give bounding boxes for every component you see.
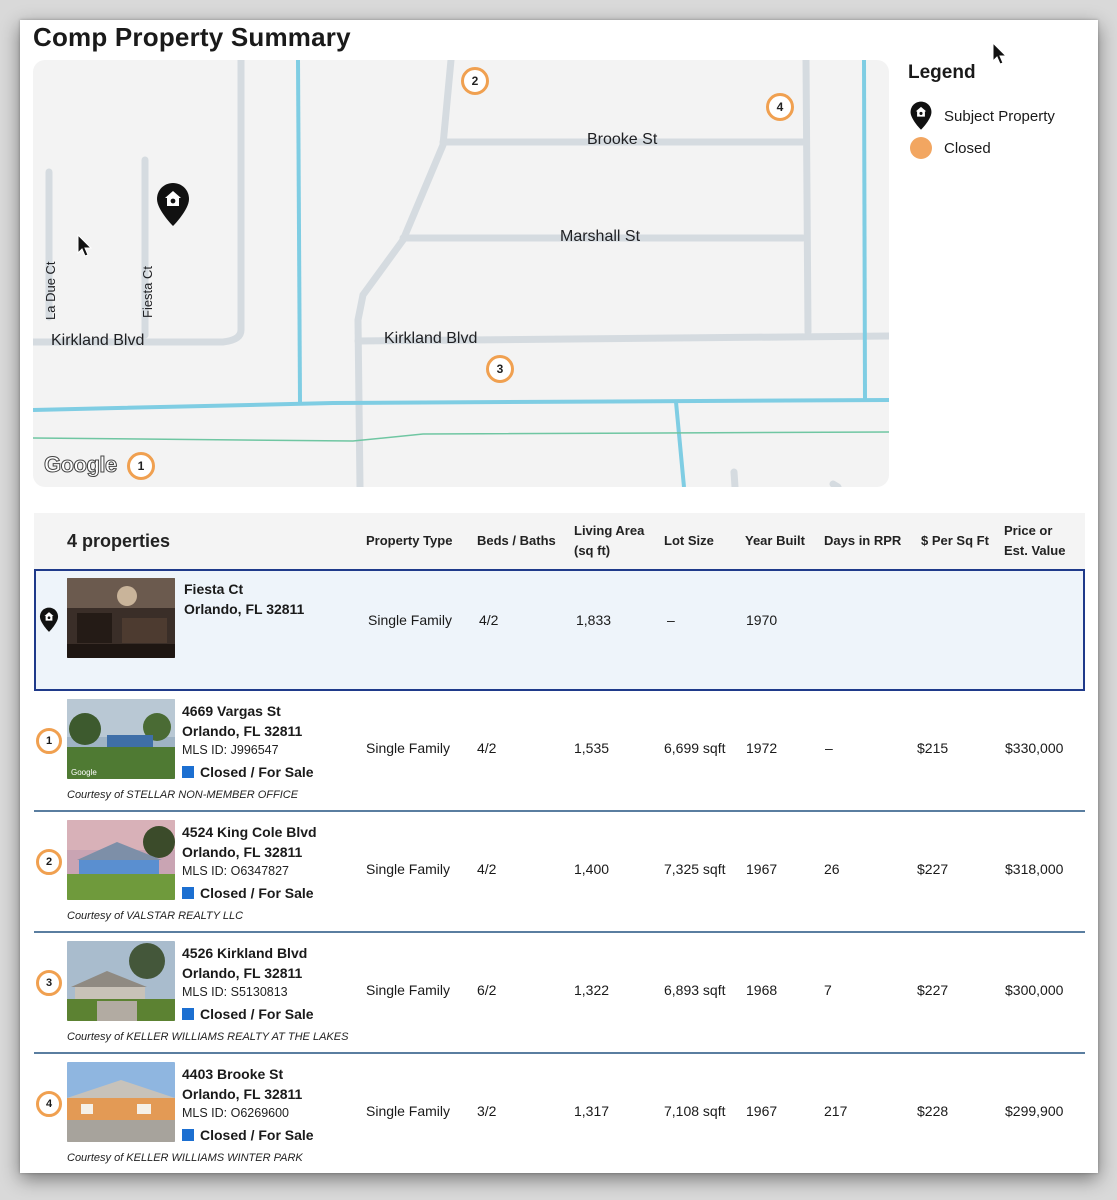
status-square-icon — [182, 1008, 194, 1020]
comps-table — [34, 513, 1085, 1173]
status-label: Closed / For Sale — [200, 1127, 314, 1143]
subject-pin-icon[interactable] — [156, 182, 190, 228]
legend-item-closed — [908, 132, 1088, 164]
header-year-built[interactable]: Year Built — [745, 533, 805, 548]
highway-south — [676, 402, 684, 487]
street-label-brooke: Brooke St — [587, 131, 658, 148]
status-square-icon — [182, 887, 194, 899]
road-east-connector — [806, 60, 808, 332]
cell-living-area: 1,322 — [574, 982, 610, 998]
legend-item-subject — [908, 100, 1088, 132]
address-city: Orlando, FL 32811 — [184, 601, 305, 617]
header-beds-baths[interactable]: Beds / Baths — [477, 533, 556, 548]
subject-address — [184, 579, 304, 619]
status-badge — [182, 1004, 314, 1024]
status-badge — [182, 762, 314, 782]
address-city: Orlando, FL 32811 — [182, 723, 303, 739]
status-label: Closed / For Sale — [200, 764, 314, 780]
street-label-kirkland-west: Kirkland Blvd — [51, 332, 145, 349]
cell-living-area: 1,833 — [576, 612, 612, 628]
status-label: Closed / For Sale — [200, 1006, 314, 1022]
listing-courtesy: Courtesy of VALSTAR REALTY LLC — [67, 910, 244, 922]
street-label-fiesta: Fiesta Ct — [140, 265, 155, 318]
cell-property-type: Single Family — [366, 740, 451, 756]
status-square-icon — [182, 1129, 194, 1141]
cell-beds-baths: 6/2 — [477, 982, 497, 998]
road-diagonal — [358, 60, 451, 487]
subject-pin-icon — [39, 607, 59, 633]
comp-address — [182, 822, 317, 903]
cell-days-in-rpr: – — [825, 740, 833, 756]
table-row[interactable] — [34, 691, 1085, 812]
cell-lot-size: – — [667, 612, 675, 628]
address-street[interactable]: 4403 Brooke St — [182, 1066, 284, 1082]
legend-label-closed: Closed — [944, 139, 991, 157]
cell-per-sq-ft: $215 — [917, 740, 949, 756]
cell-per-sq-ft: $227 — [917, 982, 949, 998]
google-logo: Google — [44, 452, 117, 477]
closed-dot-icon — [910, 137, 932, 159]
cell-per-sq-ft: $227 — [917, 861, 949, 877]
header-days-in-rpr[interactable]: Days in RPR — [824, 533, 902, 548]
cell-days-in-rpr: 7 — [824, 982, 832, 998]
property-photo[interactable] — [67, 941, 175, 1021]
map-marker-2[interactable]: 2 — [461, 67, 489, 95]
property-photo[interactable] — [67, 578, 175, 658]
comp-marker: 4 — [36, 1091, 62, 1117]
highway-west — [298, 60, 300, 402]
cell-property-type: Single Family — [366, 982, 451, 998]
mls-id: MLS ID: O6347827 — [182, 864, 290, 878]
road-stub-b — [833, 484, 838, 487]
cell-living-area: 1,535 — [574, 740, 610, 756]
map-roads — [33, 60, 889, 487]
subject-pin-icon — [909, 101, 933, 131]
cell-lot-size: 6,893 sqft — [664, 982, 726, 998]
cell-year-built: 1970 — [746, 612, 778, 628]
header-living-area[interactable] — [574, 521, 644, 561]
listing-courtesy: Courtesy of KELLER WILLIAMS WINTER PARK — [67, 1152, 303, 1164]
cell-year-built: 1968 — [746, 982, 778, 998]
cell-beds-baths: 3/2 — [477, 1103, 497, 1119]
highway-east — [864, 60, 865, 400]
waterway-line — [33, 432, 889, 441]
address-street[interactable]: 4526 Kirkland Blvd — [182, 945, 308, 961]
status-badge — [182, 883, 317, 903]
street-label-kirkland-east: Kirkland Blvd — [384, 330, 478, 347]
road-stub-a — [734, 472, 735, 487]
cell-per-sq-ft: $228 — [917, 1103, 949, 1119]
listing-courtesy: Courtesy of KELLER WILLIAMS REALTY AT THE LAKES — [67, 1031, 349, 1043]
legend-label-subject: Subject Property — [944, 107, 1055, 125]
header-living-area-line1: Living Area — [574, 523, 645, 538]
highway-main — [33, 400, 889, 410]
cell-price: $318,000 — [1005, 861, 1064, 877]
property-photo[interactable] — [67, 699, 175, 779]
header-lot-size[interactable]: Lot Size — [664, 533, 714, 548]
address-city: Orlando, FL 32811 — [182, 844, 303, 860]
cell-living-area: 1,400 — [574, 861, 610, 877]
cell-lot-size: 7,108 sqft — [664, 1103, 726, 1119]
comp-marker: 3 — [36, 970, 62, 996]
cell-days-in-rpr: 217 — [824, 1103, 848, 1119]
map-legend — [908, 62, 1088, 164]
street-label-marshall: Marshall St — [560, 228, 641, 245]
cell-beds-baths: 4/2 — [477, 861, 497, 877]
property-photo[interactable] — [67, 1062, 175, 1142]
map-marker-1[interactable]: 1 — [127, 452, 155, 480]
mouse-cursor-icon — [992, 42, 1008, 66]
address-city: Orlando, FL 32811 — [182, 965, 303, 981]
map-marker-3[interactable]: 3 — [486, 355, 514, 383]
cell-price: $299,900 — [1005, 1103, 1064, 1119]
comp-summary-sheet — [20, 20, 1098, 1173]
comp-address — [182, 1064, 314, 1145]
subject-row[interactable] — [34, 569, 1085, 691]
comp-address — [182, 943, 314, 1024]
cell-year-built: 1967 — [746, 861, 778, 877]
status-label: Closed / For Sale — [200, 885, 314, 901]
cell-lot-size: 6,699 sqft — [664, 740, 726, 756]
cell-days-in-rpr: 26 — [824, 861, 840, 877]
cell-property-type: Single Family — [366, 861, 451, 877]
header-property-type[interactable]: Property Type — [366, 533, 453, 548]
address-street[interactable]: 4669 Vargas St — [182, 703, 281, 719]
cell-living-area: 1,317 — [574, 1103, 610, 1119]
address-street[interactable]: 4524 King Cole Blvd — [182, 824, 317, 840]
cell-year-built: 1972 — [746, 740, 778, 756]
header-price-line1: Price or — [1004, 523, 1053, 538]
map-mouse-cursor-icon — [77, 234, 93, 258]
status-badge — [182, 1125, 314, 1145]
comp-map[interactable] — [33, 60, 889, 487]
legend-title: Legend — [908, 62, 976, 83]
header-price[interactable] — [1004, 521, 1065, 561]
header-per-sq-ft[interactable]: $ Per Sq Ft — [921, 533, 989, 548]
map-marker-4[interactable]: 4 — [766, 93, 794, 121]
property-photo[interactable] — [67, 820, 175, 900]
listing-courtesy: Courtesy of STELLAR NON-MEMBER OFFICE — [67, 789, 299, 801]
header-price-line2: Est. Value — [1004, 543, 1066, 558]
mls-id: MLS ID: O6269600 — [182, 1106, 290, 1120]
table-row[interactable] — [34, 933, 1085, 1054]
table-row[interactable] — [34, 1054, 1085, 1173]
cell-price: $330,000 — [1005, 740, 1064, 756]
comp-marker: 2 — [36, 849, 62, 875]
cell-price: $300,000 — [1005, 982, 1064, 998]
cell-property-type: Single Family — [366, 1103, 451, 1119]
address-city: Orlando, FL 32811 — [182, 1086, 303, 1102]
table-row[interactable] — [34, 812, 1085, 933]
cell-beds-baths: 4/2 — [477, 740, 497, 756]
comp-address — [182, 701, 314, 782]
cell-beds-baths: 4/2 — [479, 612, 499, 628]
cell-year-built: 1967 — [746, 1103, 778, 1119]
mls-id: MLS ID: S5130813 — [182, 985, 288, 999]
table-header — [34, 513, 1085, 569]
road-kirkland-west — [33, 60, 241, 342]
property-count: 4 properties — [67, 531, 171, 551]
header-living-area-line2: (sq ft) — [574, 543, 611, 558]
mls-id: MLS ID: J996547 — [182, 743, 279, 757]
status-square-icon — [182, 766, 194, 778]
photo-watermark: Google — [71, 768, 97, 777]
comp-marker: 1 — [36, 728, 62, 754]
cell-lot-size: 7,325 sqft — [664, 861, 726, 877]
page-title: Comp Property Summary — [33, 22, 351, 52]
address-street[interactable]: Fiesta Ct — [184, 581, 244, 597]
cell-property-type: Single Family — [368, 612, 453, 628]
street-label-la-due: La Due Ct — [43, 261, 58, 320]
